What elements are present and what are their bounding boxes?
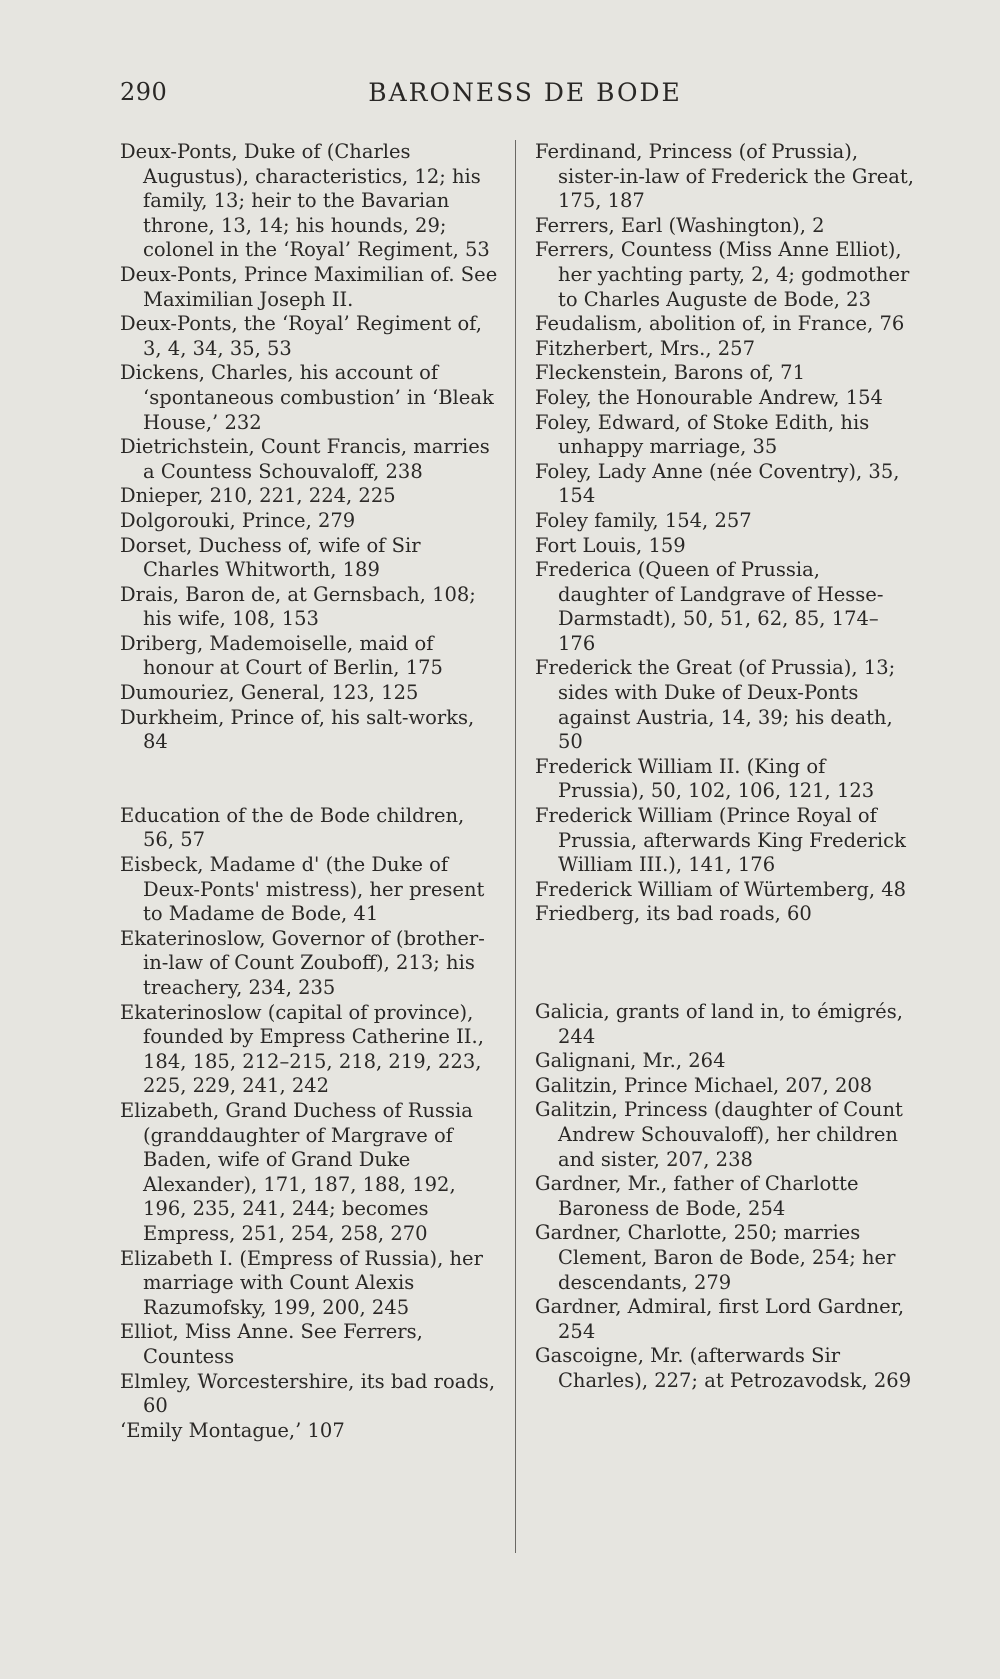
- page-header: [120, 78, 930, 112]
- index-entry: Ferdinand, Princess (of Prussia), sister-in-law of Frederick the Great, 175, 187: [535, 140, 914, 213]
- index-column-left: [120, 140, 498, 1443]
- index-entry: Dumouriez, General, 123, 125: [120, 681, 419, 705]
- index-entry: Frederick William (Prince Royal of Prussia, afterwards King Frederick William III.), 141, 176: [535, 804, 906, 877]
- index-entry: Driberg, Mademoiselle, maid of honour at Court of Berlin, 175: [120, 631, 443, 680]
- index-entry: Elliot, Miss Anne. See Ferrers, Countess: [120, 1320, 423, 1368]
- index-entry: Ferrers, Countess (Miss Anne Elliot), her yachting party, 2, 4; godmother to Charles Auguste de Bode, 23: [535, 238, 910, 311]
- index-entry: Fitzherbert, Mrs., 257: [535, 336, 755, 360]
- index-entry: Fleckenstein, Barons of, 71: [535, 361, 805, 385]
- index-entry: Deux-Ponts, Duke of (Charles Augustus), characteristics, 12; his family, 13; heir to the Bavarian throne, 13, 14; his hounds, 29; colonel in the ‘Royal’ Regiment, 53: [120, 140, 490, 262]
- index-entry: Foley, Edward, of Stoke Edith, his unhappy marriage, 35: [535, 410, 870, 459]
- index-entry: Foley family, 154, 257: [535, 508, 752, 532]
- index-entry: Deux-Ponts, Prince Maximilian of. See Maximilian Joseph II.: [120, 262, 498, 311]
- index-column-right: [535, 140, 915, 1394]
- index-entry: Ekaterinoslow, Governor of (brother-in-law of Count Zouboff), 213; his treachery, 234, 235: [120, 926, 485, 999]
- page-number: 290: [120, 78, 168, 106]
- index-entry: Frederica (Queen of Prussia, daughter of Landgrave of Hesse-Darmstadt), 50, 51, 62, 85, 174–176: [535, 558, 884, 655]
- index-entry: Elmley, Worcestershire, its bad roads, 60: [120, 1369, 496, 1418]
- index-entry: Frederick William of Würtemberg, 48: [535, 877, 907, 901]
- index-entry: Drais, Baron de, at Gernsbach, 108; his wife, 108, 153: [120, 582, 476, 631]
- index-entry: Ferrers, Earl (Washington), 2: [535, 213, 825, 237]
- index-entry: Ekaterinoslow (capital of province), founded by Empress Catherine II., 184, 185, 212–215, 218, 219, 223, 225, 229, 241, 242: [120, 1000, 484, 1098]
- index-entry: Frederick the Great (of Prussia), 13; sides with Duke of Deux-Ponts against Austria, 14, 39; his death, 50: [535, 656, 896, 754]
- index-entry: Deux-Ponts, the ‘Royal’ Regiment of, 3, 4, 34, 35, 53: [120, 312, 482, 360]
- index-entry: Dickens, Charles, his account of ‘spontaneous combustion’ in ‘Bleak House,’ 232: [120, 361, 494, 434]
- index-entry: Fort Louis, 159: [535, 533, 686, 557]
- index-entry: Dorset, Duchess of, wife of Sir Charles Whitworth, 189: [120, 533, 421, 582]
- index-entry: Dnieper, 210, 221, 224, 225: [120, 484, 396, 508]
- index-entry: Elizabeth I. (Empress of Russia), her marriage with Count Alexis Razumofsky, 199, 200, 245: [120, 1246, 483, 1319]
- index-entry: Gardner, Admiral, first Lord Gardner, 254: [535, 1295, 905, 1343]
- index-entry: Foley, the Honourable Andrew, 154: [535, 385, 883, 409]
- index-entry: Elizabeth, Grand Duchess of Russia (granddaughter of Margrave of Baden, wife of Grand Duke Alexander), 171, 187, 188, 192, 196, 235, 241, 244; becomes Empress, 251, 254, 258, 270: [120, 1098, 473, 1245]
- index-entry: Gardner, Mr., father of Charlotte Baroness de Bode, 254: [535, 1172, 859, 1220]
- index-entry: Feudalism, abolition of, in France, 76: [535, 312, 905, 336]
- section-gap: [535, 927, 915, 1000]
- index-entry: Foley, Lady Anne (née Coventry), 35, 154: [535, 459, 900, 508]
- index-entry: Dolgorouki, Prince, 279: [120, 508, 356, 532]
- index-entry: Frederick William II. (King of Prussia), 50, 102, 106, 121, 123: [535, 754, 875, 803]
- section-gap: [120, 755, 498, 804]
- index-entry: Eisbeck, Madame d' (the Duke of Deux-Ponts' mistress), her present to Madame de Bode, 41: [120, 853, 485, 926]
- index-entry: Gardner, Charlotte, 250; marries Clement, Baron de Bode, 254; her descendants, 279: [535, 1221, 896, 1294]
- index-entry: Education of the de Bode children, 56, 57: [120, 803, 465, 852]
- index-entry: Galitzin, Prince Michael, 207, 208: [535, 1073, 873, 1097]
- index-entry: Galicia, grants of land in, to émigrés, 244: [535, 1000, 903, 1048]
- index-entry: Galitzin, Princess (daughter of Count Andrew Schouvaloff), her children and sister, 207, 238: [535, 1098, 903, 1171]
- index-entry: Gascoigne, Mr. (afterwards Sir Charles), 227; at Petrozavodsk, 269: [535, 1344, 912, 1392]
- index-entry: Durkheim, Prince of, his salt-works, 84: [120, 705, 475, 754]
- index-entry: ‘Emily Montague,’ 107: [120, 1418, 345, 1442]
- index-entry: Dietrichstein, Count Francis, marries a Countess Schouvaloff, 238: [120, 435, 490, 483]
- index-entry: Friedberg, its bad roads, 60: [535, 902, 812, 926]
- column-divider: [515, 140, 516, 1553]
- index-entry: Galignani, Mr., 264: [535, 1049, 726, 1073]
- running-title: BARONESS DE BODE: [368, 78, 682, 107]
